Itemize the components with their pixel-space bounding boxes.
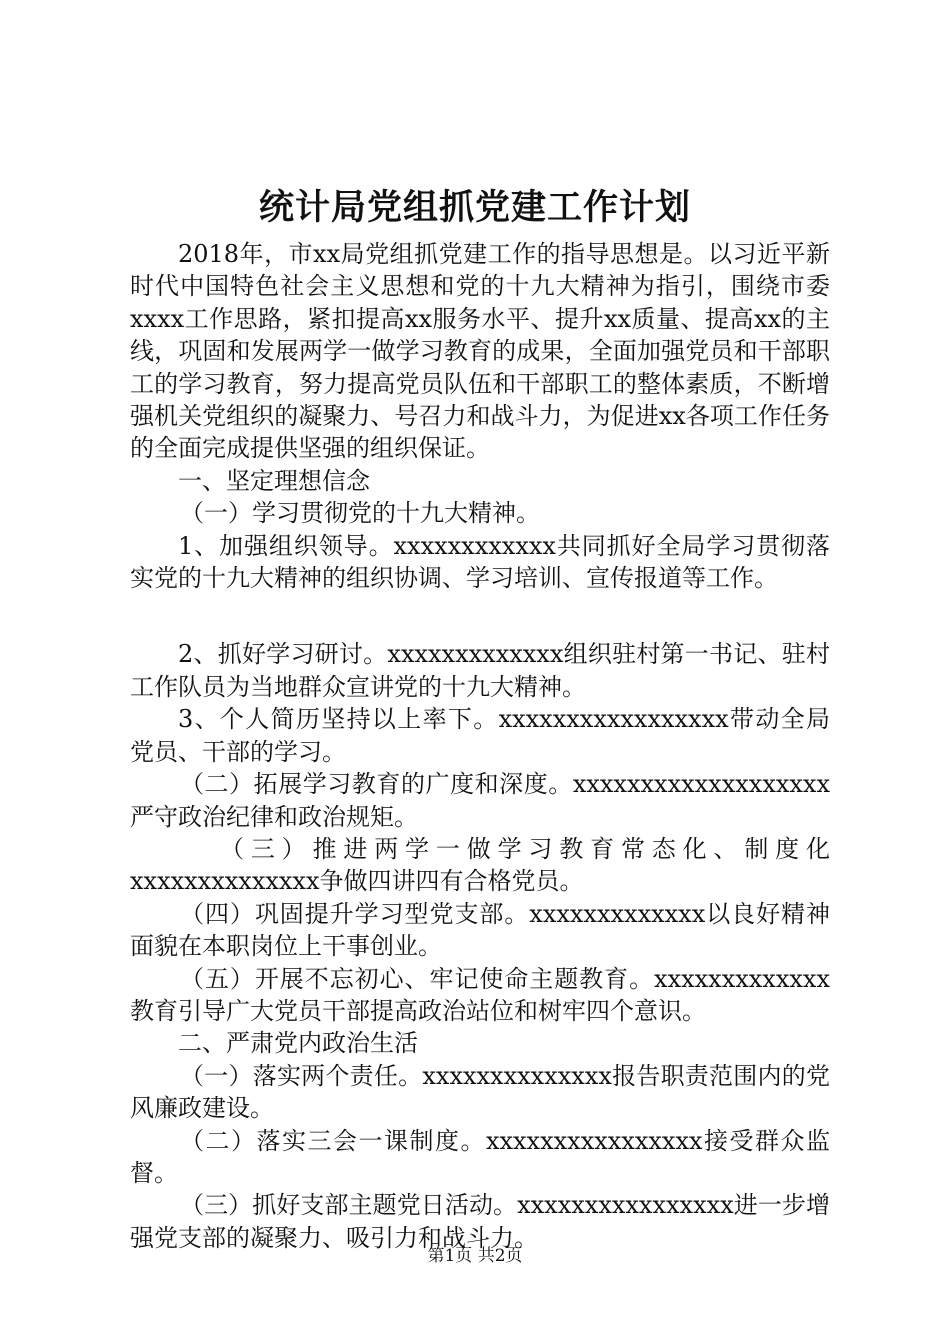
subsection-paragraph: （三）抓好支部主题党日活动。xxxxxxxxxxxxxxxx进一步增强党支部的凝聚力、吸引力和战斗力。 [130,1191,830,1252]
section-heading-2: 二、严肃党内政治生活 [178,1029,418,1058]
section-heading-1: 一、坚定理想信念 [178,466,370,495]
numbered-paragraph: 1、加强组织领导。xxxxxxxxxxxx共同抓好全局学习贯彻落实党的十九大精神的组织协调、学习培训、宣传报道等工作。 [130,531,830,593]
subsection-paragraph: （二）落实三会一课制度。xxxxxxxxxxxxxxxx接受群众监督。 [130,1126,830,1187]
page-footer: 第1页 共2页 [427,1246,523,1266]
subsection-paragraph: （二）拓展学习教育的广度和深度。xxxxxxxxxxxxxxxxxxx严守政治纪律和政治规矩。 [130,770,830,831]
intro-paragraph: 2018年，市xx局党组抓党建工作的指导思想是。以习近平新时代中国特色社会主义思想和党的十九大精神为指引，围绕市委xxxx工作思路，紧扣提高xx服务水平、提升xx质量、提高xx的主线，巩固和发展两学一做学习教育的成果，全面加强党员和干部职工的学习教育，努力提高党员队伍和干部职工的整体素质，不断增强机关党组织的凝聚力、号召力和战斗力，为促进xx各项工作任务的全面完成提供坚强的组织保证。 [130,240,830,463]
document-body [130,238,830,1254]
subsection-paragraph: （四）巩固提升学习型党支部。xxxxxxxxxxxxx以良好精神面貌在本职岗位上干事创业。 [130,899,830,961]
subsection-paragraph: （五）开展不忘初心、牢记使命主题教育。xxxxxxxxxxxxx教育引导广大党员干部提高政治站位和树牢四个意识。 [130,964,830,1025]
subsection-heading: （一）学习贯彻党的十九大精神。 [180,499,540,528]
numbered-paragraph: 2、抓好学习研讨。xxxxxxxxxxxxx组织驻村第一书记、驻村工作队员为当地群众宣讲党的十九大精神。 [130,640,830,701]
document-title: 统计局党组抓党建工作计划 [258,187,691,228]
blank-line [130,594,830,638]
subsection-paragraph: （三）推进两学一做学习教育常态化、制度化xxxxxxxxxxxxxx争做四讲四有合格党员。 [130,834,830,896]
numbered-paragraph: 3、个人简历坚持以上率下。xxxxxxxxxxxxxxxxx带动全局党员、干部的学习。 [130,705,830,766]
subsection-paragraph: （一）落实两个责任。xxxxxxxxxxxxxx报告职责范围内的党风廉政建设。 [130,1061,830,1123]
